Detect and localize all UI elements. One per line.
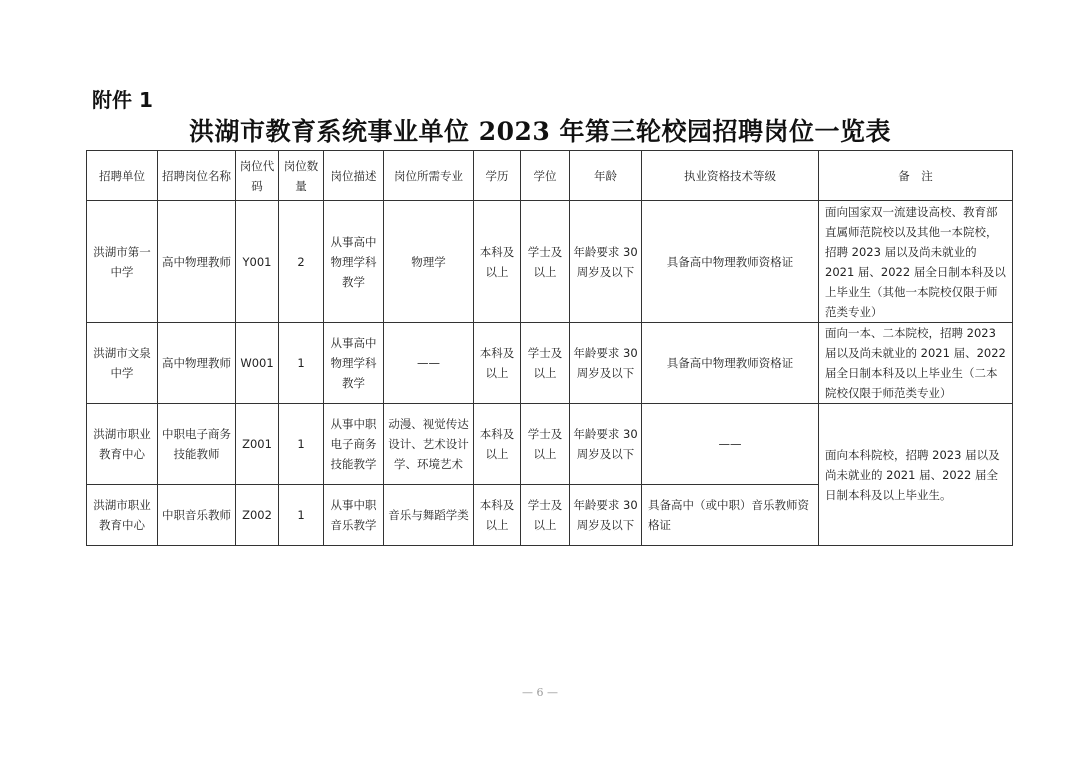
header-count: 岗位数量	[279, 151, 324, 201]
cell-unit: 洪湖市文泉中学	[87, 323, 158, 404]
cell-count: 1	[279, 404, 324, 485]
cell-post: 高中物理教师	[158, 201, 236, 323]
recruitment-table	[86, 150, 1013, 546]
cell-post: 高中物理教师	[158, 323, 236, 404]
header-unit: 招聘单位	[87, 151, 158, 201]
cell-count: 1	[279, 323, 324, 404]
cell-desc: 从事中职音乐教学	[324, 485, 384, 546]
cell-desc: 从事高中物理学科教学	[324, 201, 384, 323]
cell-edu: 本科及以上	[474, 404, 521, 485]
header-qual: 执业资格技术等级	[642, 151, 819, 201]
cell-degree: 学士及以上	[521, 201, 570, 323]
header-major: 岗位所需专业	[384, 151, 474, 201]
cell-code: Y001	[236, 201, 279, 323]
cell-note: 面向国家双一流建设高校、教育部直属师范院校以及其他一本院校，招聘 2023 届以及尚未就业的 2021 届、2022 届全日制本科及以上毕业生（其他一本院校仅限于师范类专业）	[819, 201, 1013, 323]
header-post: 招聘岗位名称	[158, 151, 236, 201]
cell-qual: 具备高中物理教师资格证	[642, 323, 819, 404]
cell-desc: 从事中职电子商务技能教学	[324, 404, 384, 485]
cell-qual: 具备高中物理教师资格证	[642, 201, 819, 323]
cell-major: ——	[384, 323, 474, 404]
cell-qual: ——	[642, 404, 819, 485]
header-age: 年龄	[570, 151, 642, 201]
cell-unit: 洪湖市第一中学	[87, 201, 158, 323]
cell-degree: 学士及以上	[521, 404, 570, 485]
cell-edu: 本科及以上	[474, 485, 521, 546]
table-header-row	[87, 151, 1013, 201]
cell-age: 年龄要求 30 周岁及以下	[570, 201, 642, 323]
cell-age: 年龄要求 30 周岁及以下	[570, 323, 642, 404]
cell-desc: 从事高中物理学科教学	[324, 323, 384, 404]
cell-note: 面向本科院校，招聘 2023 届以及尚未就业的 2021 届、2022 届全日制本科及以上毕业生。	[819, 404, 1013, 546]
table-row	[87, 404, 1013, 485]
cell-unit: 洪湖市职业教育中心	[87, 485, 158, 546]
cell-count: 2	[279, 201, 324, 323]
cell-post: 中职音乐教师	[158, 485, 236, 546]
cell-degree: 学士及以上	[521, 323, 570, 404]
cell-count: 1	[279, 485, 324, 546]
cell-note: 面向一本、二本院校，招聘 2023 届以及尚未就业的 2021 届、2022 届全日制本科及以上毕业生（二本院校仅限于师范类专业）	[819, 323, 1013, 404]
cell-edu: 本科及以上	[474, 201, 521, 323]
cell-code: W001	[236, 323, 279, 404]
page-number: — 6 —	[522, 686, 558, 699]
cell-degree: 学士及以上	[521, 485, 570, 546]
cell-major: 动漫、视觉传达设计、艺术设计学、环境艺术	[384, 404, 474, 485]
document-title: 洪湖市教育系统事业单位 2023 年第三轮校园招聘岗位一览表	[189, 117, 891, 146]
cell-major: 音乐与舞蹈学类	[384, 485, 474, 546]
cell-post: 中职电子商务技能教师	[158, 404, 236, 485]
cell-major: 物理学	[384, 201, 474, 323]
header-note: 备 注	[819, 151, 1013, 201]
cell-age: 年龄要求 30 周岁及以下	[570, 404, 642, 485]
cell-code: Z001	[236, 404, 279, 485]
header-code: 岗位代码	[236, 151, 279, 201]
cell-unit: 洪湖市职业教育中心	[87, 404, 158, 485]
table-row	[87, 201, 1013, 323]
header-edu: 学历	[474, 151, 521, 201]
cell-age: 年龄要求 30 周岁及以下	[570, 485, 642, 546]
cell-qual: 具备高中（或中职）音乐教师资格证	[642, 485, 819, 546]
cell-code: Z002	[236, 485, 279, 546]
header-desc: 岗位描述	[324, 151, 384, 201]
attachment-label: 附件 1	[92, 88, 153, 112]
cell-edu: 本科及以上	[474, 323, 521, 404]
header-degree: 学位	[521, 151, 570, 201]
table-row	[87, 323, 1013, 404]
